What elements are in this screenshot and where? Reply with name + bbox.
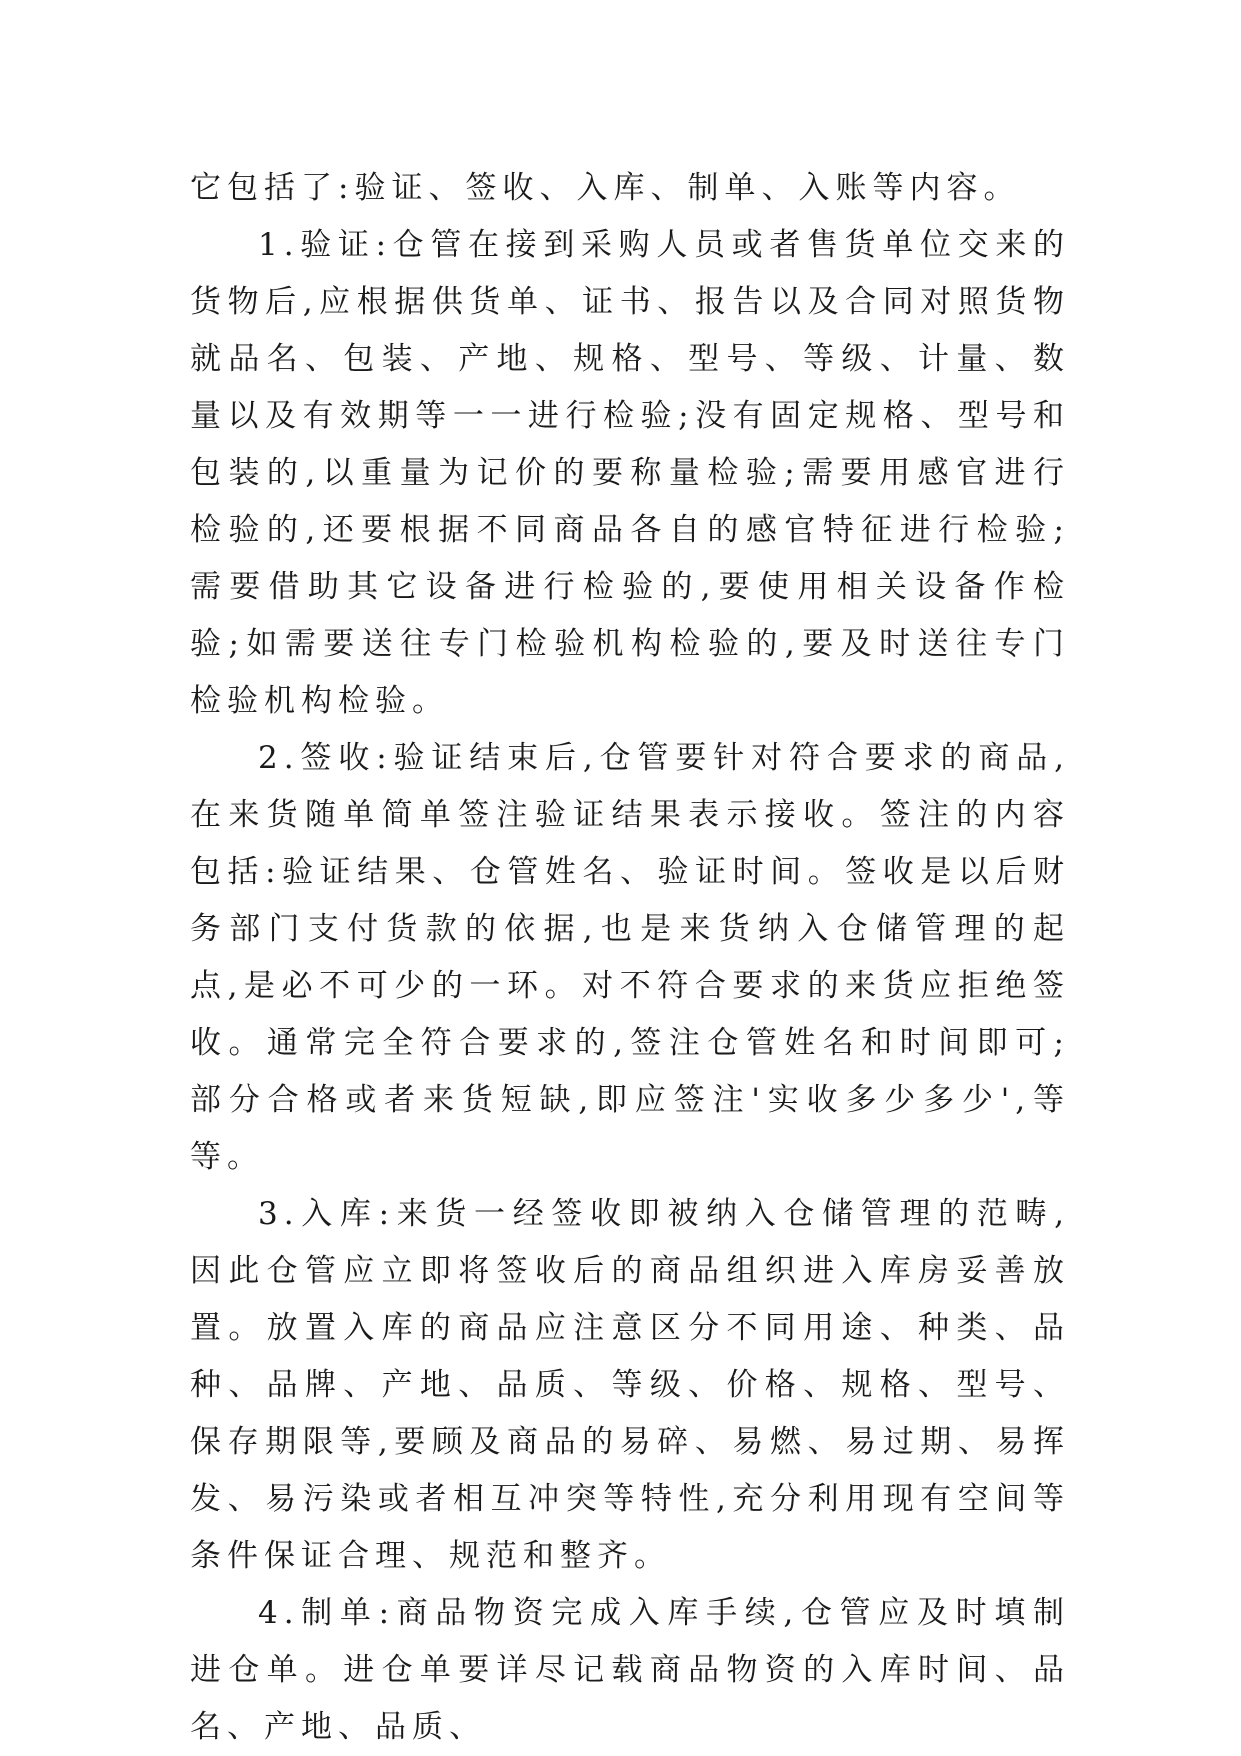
paragraph-signing: 2.签收:验证结束后,仓管要针对符合要求的商品,在来货随单简单签注验证结果表示接收。签注的内容包括:验证结果、仓管姓名、验证时间。签收是以后财务部门支付货款的依据,也是来货纳入仓储管理的起点,是必不可少的一环。对不符合要求的来货应拒绝签收。通常完全符合要求的,签注仓管姓名和时间即可;部分合格或者来货短缺,即应签注'实收多少多少',等等。 <box>190 740 1070 1175</box>
paragraph-intro: 它包括了:验证、签收、入库、制单、入账等内容。 <box>190 170 1021 206</box>
paragraph-warehousing: 3.入库:来货一经签收即被纳入仓储管理的范畴,因此仓管应立即将签收后的商品组织进入库房妥善放置。放置入库的商品应注意区分不同用途、种类、品种、品牌、产地、品质、等级、价格、规格、型号、保存期限等,要顾及商品的易碎、易燃、易过期、易挥发、易污染或者相互冲突等特性,充分利用现有空间等条件保证合理、规范和整齐。 <box>190 1196 1070 1574</box>
paragraph-verification: 1.验证:仓管在接到采购人员或者售货单位交来的货物后,应根据供货单、证书、报告以及合同对照货物就品名、包装、产地、规格、型号、等级、计量、数量以及有效期等一一进行检验;没有固定规格、型号和包装的,以重量为记价的要称量检验;需要用感官进行检验的,还要根据不同商品各自的感官特征进行检验;需要借助其它设备进行检验的,要使用相关设备作检验;如需要送往专门检验机构检验的,要及时送往专门检验机构检验。 <box>190 227 1070 719</box>
body-text <box>190 160 1070 1756</box>
paragraph-document-making: 4.制单:商品物资完成入库手续,仓管应及时填制进仓单。进仓单要详尽记载商品物资的入库时间、品名、产地、品质、 <box>190 1595 1070 1745</box>
